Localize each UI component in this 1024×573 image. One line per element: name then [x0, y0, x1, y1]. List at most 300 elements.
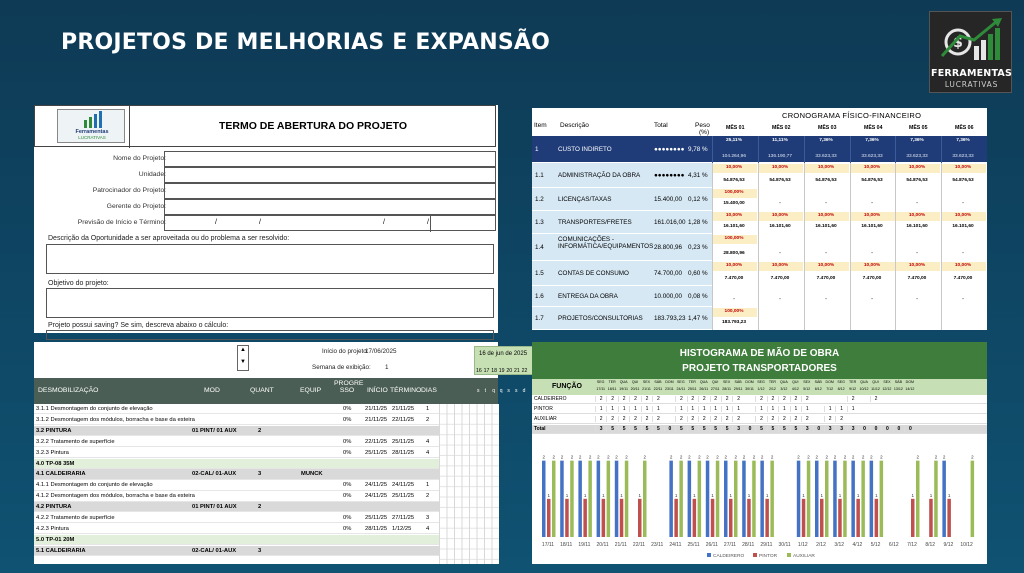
desmob-table-header	[34, 378, 498, 404]
bar-caldeirero	[742, 461, 746, 537]
item-cell: 1.1	[535, 172, 544, 179]
count-cell: 2	[606, 396, 617, 402]
funcao-row	[532, 395, 987, 404]
cronograma-row	[532, 307, 987, 330]
bar-value-label: 2	[797, 454, 800, 460]
value-cell: 16.101,60	[769, 224, 791, 229]
bar-pintor	[693, 499, 697, 537]
table-row[interactable]	[34, 448, 439, 458]
cronograma-panel	[532, 108, 987, 330]
logo-title: FERRAMENTAS	[931, 68, 1012, 79]
count-cell: 2	[801, 416, 812, 422]
cell-mod: 01 PINT/ 01 AUX	[192, 504, 237, 511]
bar-pintor	[929, 499, 933, 537]
cell-equip: MUNCK	[301, 471, 323, 478]
date-cell: 17/11	[596, 387, 606, 391]
bar-value-label: 2	[734, 454, 738, 460]
cell-fim: 24/11/25	[392, 482, 415, 489]
table-row[interactable]	[34, 459, 439, 469]
grid-line	[758, 136, 759, 163]
grid-line	[941, 286, 942, 307]
weekday-cell: TER	[848, 380, 857, 384]
bar-value-label: 2	[706, 454, 709, 460]
bar-auxiliar	[607, 461, 611, 537]
value-cell: -	[825, 297, 827, 302]
value-cell: 16.101,60	[952, 224, 974, 229]
cell-dias: 2	[426, 493, 430, 500]
date-separator: /	[259, 219, 261, 226]
bar-value-label: 1	[565, 492, 569, 498]
value-cell: 33.623,33	[815, 154, 837, 159]
bar-value-label: 1	[947, 492, 951, 498]
col-dias: DIAS	[421, 387, 437, 394]
count-cell: 2	[595, 416, 606, 422]
bar-value-label: 1	[820, 492, 824, 498]
money-growth-chart-icon	[930, 12, 1013, 68]
grid-line	[804, 234, 805, 261]
descricao-cell: LICENÇAS/TAXAS	[558, 196, 612, 203]
day-letter: s	[477, 388, 480, 394]
histograma-title: HISTOGRAMA DE MÃO DE OBRA	[679, 348, 840, 359]
patrocinador-field[interactable]	[164, 183, 496, 199]
count-cell: 2	[710, 396, 721, 402]
cell-prog: 0%	[343, 525, 352, 532]
count-cell: 0	[893, 426, 904, 432]
cronograma-row	[532, 234, 987, 261]
bar-value-label: 2	[851, 454, 855, 460]
x-tick-label: 3/12	[834, 542, 845, 548]
grid-line	[850, 261, 851, 286]
table-row[interactable]	[34, 426, 439, 436]
value-cell: -	[733, 297, 735, 302]
day-letter: q	[492, 388, 495, 394]
spin-down-icon[interactable]: ▼	[240, 359, 246, 365]
weekday-cell: DOM	[825, 380, 834, 384]
bar-auxiliar	[625, 461, 629, 537]
value-cell: 33.623,33	[952, 154, 974, 159]
table-row[interactable]	[34, 415, 439, 425]
bar-value-label: 2	[942, 454, 946, 460]
previsao-field[interactable]	[164, 215, 496, 231]
x-tick-label: 20/11	[596, 542, 609, 548]
count-cell: 2	[732, 416, 743, 422]
bar-caldeirero	[597, 461, 601, 537]
bar-auxiliar	[934, 461, 938, 537]
value-cell: -	[962, 201, 964, 206]
bar-value-label: 2	[552, 454, 556, 460]
cell-fim: 27/11/25	[392, 515, 415, 521]
count-cell: 2	[675, 416, 686, 422]
grid-line	[895, 136, 896, 163]
bar-caldeirero	[724, 461, 728, 537]
value-cell: 183.793,23	[721, 320, 746, 325]
value-cell: 54.876,53	[906, 178, 928, 183]
grid-line	[941, 188, 942, 211]
weekday-cell: QUA	[619, 380, 628, 384]
x-tick-label: 17/11	[541, 542, 555, 548]
count-cell: 3	[732, 426, 743, 432]
bar-value-label: 2	[560, 454, 564, 460]
bar-value-label: 2	[669, 454, 673, 460]
x-tick-label: 26/11	[705, 542, 718, 548]
peso-cell: 0,12 %	[688, 196, 708, 203]
cronograma-row	[532, 261, 987, 286]
cell-fim: 25/11/25	[392, 438, 415, 445]
date-cell: 25/11	[687, 387, 697, 391]
saving-label: Projeto possui saving? Se sim, descreva abaixo o cálculo:	[48, 322, 229, 329]
bar-caldeirero	[542, 461, 546, 537]
x-tick-label: 30/11	[778, 542, 791, 548]
bar-auxiliar	[843, 461, 847, 537]
total-cell: 74.700,00	[654, 270, 683, 277]
table-row[interactable]	[34, 480, 439, 490]
weekday-cell: SEG	[837, 380, 845, 384]
col-descricao: Descrição	[560, 122, 589, 129]
saving-field[interactable]	[46, 330, 494, 340]
grid-line	[850, 136, 851, 163]
bar-value-label: 2	[843, 454, 847, 460]
descricao-cell: COMUNICAÇÕES - INFORMÁTICA/EQUIPAMENTOS	[558, 236, 654, 250]
descricao-cell: TRANSPORTES/FRETES	[558, 219, 632, 226]
pct-cell: 10,00%	[771, 165, 789, 170]
histograma-subtitle: PROJETO TRANSPORTADORES	[682, 363, 837, 374]
grid-line	[850, 286, 851, 307]
item-cell: 1	[535, 146, 539, 153]
cell-prog: 0%	[343, 416, 352, 423]
pct-cell: 7,36%	[910, 138, 924, 143]
nome-projeto-field[interactable]	[164, 151, 496, 167]
date-cell: 19/11	[619, 387, 628, 391]
pct-cell: 25,11%	[725, 138, 742, 143]
count-cell: 0	[904, 426, 915, 432]
bar-caldeirero	[797, 461, 801, 537]
value-cell: -	[779, 251, 781, 256]
cell-ini: 22/11/25	[365, 438, 388, 445]
pct-cell: 10,00%	[908, 263, 926, 268]
weekday-cell: QUA	[779, 380, 788, 384]
cell-name: 3.2 PINTURA	[36, 427, 72, 434]
bar-auxiliar	[861, 461, 865, 537]
bar-value-label: 2	[880, 454, 883, 460]
bar-pintor	[711, 499, 715, 537]
count-cell: 5	[778, 426, 789, 432]
semana-value[interactable]: 1	[385, 364, 389, 371]
weekday-cell: TER	[688, 380, 696, 384]
count-cell: 0	[881, 426, 892, 432]
count-cell: 2	[755, 396, 766, 402]
weekday-cell: SEG	[757, 380, 765, 384]
cell-fim: 22/11/25	[392, 416, 415, 423]
bar-value-label: 2	[724, 454, 728, 460]
bar-pintor	[620, 499, 624, 537]
bar-value-label: 1	[602, 492, 605, 498]
descricao-cell: CUSTO INDIRETO	[558, 146, 612, 153]
grid-line	[712, 261, 713, 286]
semana-label: Semana de exibição:	[312, 364, 371, 371]
bar-caldeirero	[815, 461, 819, 537]
item-cell: 1.2	[535, 196, 544, 203]
bar-auxiliar	[916, 461, 920, 537]
grid-line	[895, 234, 896, 261]
count-cell: 2	[641, 416, 652, 422]
value-cell: -	[779, 297, 781, 302]
form-row	[46, 151, 496, 167]
bar-auxiliar	[880, 461, 884, 537]
grid-line	[758, 211, 759, 234]
peso-cell: 4,31 %	[688, 172, 708, 179]
bar-caldeirero	[760, 461, 764, 537]
field-label: Gerente do Projeto:	[106, 203, 166, 210]
table-row[interactable]	[34, 546, 439, 556]
x-tick-label: 27/11	[723, 542, 737, 548]
grid-line	[895, 307, 896, 330]
cell-ini: 28/11/25	[365, 525, 388, 532]
value-cell: 7.470,00	[907, 276, 927, 281]
cell-fim: 25/11/25	[392, 493, 415, 500]
cell-fim: 28/11/25	[392, 449, 415, 456]
mes-header: MÊS 06	[955, 125, 974, 131]
value-cell: 33.623,33	[906, 154, 928, 159]
bar-value-label: 2	[597, 454, 600, 460]
unidade-field[interactable]	[164, 167, 496, 183]
cell-quant: 2	[258, 504, 262, 511]
day-letter: q	[499, 388, 503, 394]
table-row[interactable]	[34, 404, 439, 414]
table-row[interactable]	[34, 491, 439, 501]
bar-value-label: 2	[688, 454, 691, 460]
count-cell: 2	[721, 396, 732, 402]
bar-value-label: 1	[765, 492, 769, 498]
bar-pintor	[547, 499, 551, 537]
count-cell: 5	[675, 426, 686, 432]
table-row[interactable]	[34, 524, 439, 534]
table-row[interactable]	[34, 469, 439, 479]
bar-pintor	[565, 499, 569, 537]
day-letter: s	[507, 388, 510, 394]
value-cell: 7.470,00	[770, 276, 790, 281]
count-cell: 1	[778, 406, 789, 412]
bar-auxiliar	[752, 461, 756, 537]
date-cell: 23/11	[665, 387, 674, 391]
count-cell: 2	[778, 396, 789, 402]
value-cell: 16.101,60	[861, 224, 883, 229]
histogram-chart	[532, 435, 987, 564]
x-tick-label: 19/11	[578, 542, 591, 548]
bar-value-label: 2	[870, 454, 873, 460]
day-number: 22	[521, 368, 528, 374]
weekday-cell: SÁB	[814, 380, 822, 384]
bar-value-label: 2	[807, 454, 810, 460]
x-tick-label: 25/11	[687, 542, 700, 548]
table-row[interactable]	[34, 437, 439, 447]
grid-line	[712, 307, 713, 330]
col-quant: QUANT	[250, 387, 274, 394]
cell-name: 3.2.2 Tratamento de superfície	[36, 438, 115, 445]
bar-pintor	[602, 499, 606, 537]
bar-value-label: 1	[583, 492, 587, 498]
count-cell: 1	[675, 406, 686, 412]
count-cell: 2	[767, 396, 778, 402]
grid-line	[758, 261, 759, 286]
bar-value-label: 2	[698, 454, 701, 460]
form-row	[46, 215, 496, 231]
table-row[interactable]	[34, 513, 439, 523]
col-item: Item	[534, 122, 547, 129]
value-cell: -	[916, 201, 918, 206]
cell-dias: 4	[426, 449, 430, 456]
value-cell: 54.876,53	[815, 178, 837, 183]
table-row[interactable]	[34, 502, 439, 512]
item-cell: 1.7	[535, 315, 544, 322]
x-tick-label: 2/12	[816, 542, 826, 548]
cell-name: 4.2.3 Pintura	[36, 525, 69, 532]
weekday-cell: QUI	[872, 380, 879, 384]
funcao-name: AUXILIAR	[534, 416, 557, 422]
value-cell: 54.876,53	[952, 178, 974, 183]
date-cell: 9/12	[849, 387, 857, 391]
count-cell: 1	[595, 406, 606, 412]
weekday-cell: SEG	[596, 380, 605, 384]
count-cell: 5	[755, 426, 766, 432]
count-cell: 3	[801, 426, 812, 432]
gerente-field[interactable]	[164, 199, 496, 215]
bar-auxiliar	[588, 461, 592, 537]
count-cell: 1	[732, 406, 743, 412]
grid-line	[895, 261, 896, 286]
bar-value-label: 2	[752, 454, 756, 460]
cell-dias: 1	[426, 406, 430, 412]
date-cell: 12/12	[882, 387, 892, 391]
mes-header: MÊS 04	[864, 125, 883, 131]
grid-line	[758, 234, 759, 261]
descricao-cell: CONTAS DE CONSUMO	[558, 270, 629, 277]
weekday-cell: TER	[768, 380, 777, 384]
col-desmob: DESMOBILIZAÇÃO	[38, 387, 99, 394]
pct-cell: 7,36%	[956, 138, 970, 143]
col-peso-unit: (%)	[699, 129, 710, 136]
brand-logo	[929, 11, 1012, 93]
bar-auxiliar	[570, 461, 574, 537]
value-cell: 7.470,00	[724, 276, 744, 281]
bar-value-label: 1	[711, 492, 714, 498]
bar-caldeirero	[833, 461, 837, 537]
bar-caldeirero	[851, 461, 855, 537]
count-cell: 2	[790, 416, 801, 422]
cronograma-row	[532, 136, 987, 163]
date-cell: 13/12	[893, 387, 903, 391]
inicio-value: 17/06/2025	[365, 348, 397, 355]
grid-line	[941, 234, 942, 261]
date-cell: 18/11	[607, 387, 617, 391]
count-cell: 2	[824, 416, 835, 422]
item-cell: 1.4	[535, 244, 544, 251]
value-cell: 54.876,53	[769, 178, 791, 183]
cell-fim: 1/12/25	[392, 525, 412, 532]
pct-cell: 10,00%	[817, 213, 835, 218]
date-cell: 22/11	[653, 387, 663, 391]
objetivo-field[interactable]	[46, 288, 494, 318]
pct-cell: 10,00%	[863, 263, 881, 268]
bar-value-label: 1	[693, 492, 696, 498]
weekday-cell: DOM	[745, 380, 754, 384]
date-separator: /	[215, 219, 217, 226]
bar-pintor	[947, 499, 951, 537]
bar-auxiliar	[770, 461, 774, 537]
slide-title: PROJETOS DE MELHORIAS E EXPANSÃO	[61, 30, 551, 55]
weekday-cell: QUI	[792, 380, 799, 384]
bar-caldeirero	[615, 461, 619, 537]
week-spinner[interactable]	[237, 345, 249, 371]
count-cell: 1	[801, 406, 812, 412]
table-row[interactable]	[34, 535, 439, 545]
cell-name: 5.0 TP-01 20M	[36, 536, 75, 543]
total-row	[532, 425, 987, 434]
logo-subtitle: LUCRATIVAS	[944, 80, 999, 89]
count-cell: 1	[652, 406, 663, 412]
peso-cell: 1,47 %	[688, 315, 708, 322]
weekday-cell: SEX	[642, 380, 651, 384]
bar-auxiliar	[643, 461, 647, 537]
col-equip: EQUIP	[300, 387, 322, 394]
value-cell: -	[916, 251, 918, 256]
date-cell: 24/11	[676, 387, 686, 391]
cell-quant: 3	[258, 471, 262, 478]
cronograma-row	[532, 163, 987, 188]
cell-ini: 21/11/25	[365, 416, 388, 423]
form-row	[46, 183, 496, 199]
count-cell: 2	[870, 396, 881, 402]
bar-caldeirero	[578, 461, 582, 537]
x-tick-label: 10/12	[960, 542, 973, 548]
pct-cell: 10,00%	[908, 165, 926, 170]
value-cell: -	[871, 201, 873, 206]
date-cell: 5/12	[803, 387, 811, 391]
col-termino: TÉRMINO	[390, 387, 422, 394]
grid-line	[895, 163, 896, 188]
col-inicio: INÍCIO	[367, 387, 388, 394]
bar-value-label: 2	[770, 454, 774, 460]
count-cell: 5	[629, 426, 640, 432]
peso-cell: 0,23 %	[688, 244, 708, 251]
legend-label: AUXILIAR	[793, 554, 815, 559]
inicio-label: Início do projeto:	[322, 348, 369, 355]
cell-dias: 2	[426, 416, 430, 423]
descricao-field[interactable]	[46, 244, 494, 274]
day-number: 16	[476, 368, 482, 374]
date-separator: /	[427, 219, 429, 226]
bar-value-label: 2	[570, 454, 574, 460]
grid-line	[758, 307, 759, 330]
funcao-name: Total	[534, 426, 546, 432]
cell-dias: 3	[426, 515, 430, 521]
weekday-cell: TER	[608, 380, 616, 384]
value-cell: -	[779, 201, 781, 206]
bar-caldeirero	[560, 461, 564, 537]
value-cell: 16.101,60	[723, 224, 745, 229]
funcao-row	[532, 405, 987, 414]
count-cell: 5	[710, 426, 721, 432]
count-cell: 5	[641, 426, 652, 432]
spin-up-icon[interactable]: ▲	[240, 347, 246, 353]
bar-caldeirero	[706, 461, 710, 537]
descricao-cell: ADMINISTRAÇÃO DA OBRA	[558, 172, 641, 179]
x-tick-label: 8/12	[925, 542, 936, 548]
pct-cell: 10,00%	[771, 263, 789, 268]
count-cell: 2	[835, 416, 846, 422]
cell-prog: 0%	[343, 438, 352, 445]
col-mod: MOD	[204, 387, 220, 394]
bar-chart-icon	[58, 110, 126, 130]
